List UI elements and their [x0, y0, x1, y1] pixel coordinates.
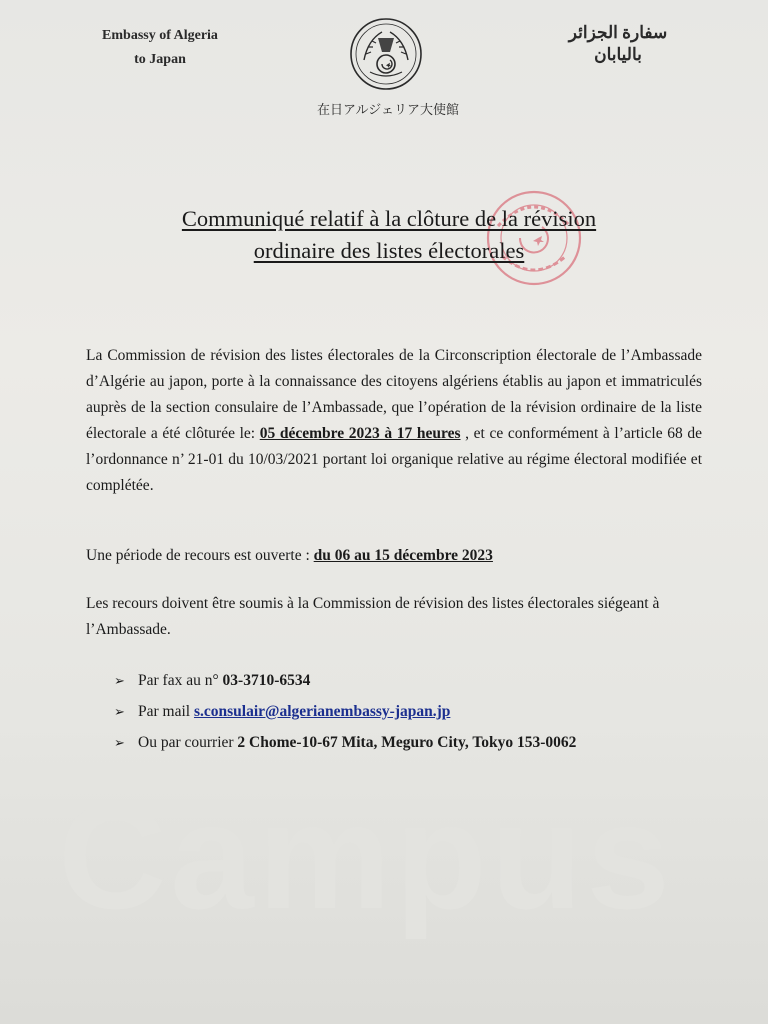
announcement-text: La Commission de révision des listes électorales de la Circonscription électorale de l’Ambassade d’Algérie au japon, porte à la connaissance des citoyens algériens établis au japon et immatriculés auprès de la section consulaire de l’Ambassade, que l’opération de la révision ordinaire de la liste électorale a été clôturée le: [86, 347, 702, 442]
announcement-text-rest: , et ce conformément à l’article 68 de l’ordonnance n’ 21-01 du 10/03/2021 portant loi organique relative au régime électoral modifiée et complétée. [86, 425, 702, 494]
watermark: Campus [58, 772, 674, 940]
header-ar-line2: باليابان [594, 45, 642, 64]
algeria-emblem-icon [348, 16, 424, 92]
fax-label: Par fax au n° [138, 672, 223, 689]
appeal-period-dates: du 06 au 15 décembre 2023 [313, 547, 493, 564]
post-label: Ou par courrier [138, 734, 238, 751]
contact-fax-item [114, 666, 734, 697]
contact-mail-item [114, 697, 734, 728]
fax-number: 03-3710-6534 [222, 672, 311, 689]
title-line1: Communiqué relatif à la clôture de la révision [181, 206, 597, 231]
contact-post-item [114, 728, 734, 759]
email-link[interactable]: s.consulair@algerianembassy-japan.jp [193, 703, 451, 720]
header-embassy-name-en [80, 24, 240, 72]
arrow-bullet-icon: ➢ [114, 674, 125, 689]
header-en-line2: to Japan [134, 52, 186, 67]
document-title [100, 203, 678, 267]
header-en-line1: Embassy of Algeria [102, 28, 218, 43]
header-embassy-name-jp: 在日アルジェリア大使館 [317, 103, 459, 118]
contact-list [114, 666, 734, 759]
arrow-bullet-icon: ➢ [114, 705, 125, 720]
closing-date: 05 décembre 2023 à 17 heures [259, 425, 461, 442]
paragraph-announcement [86, 343, 702, 499]
paragraph-appeal-submission: Les recours doivent être soumis à la Commission de révision des listes électorales siégeant à l’Ambassade. [86, 595, 660, 638]
header-embassy-name-ar [548, 22, 688, 66]
paragraph-appeal-period [86, 543, 702, 569]
mail-label: Par mail [138, 703, 194, 720]
header-ar-line1: سفارة الجزائر [568, 23, 668, 42]
arrow-bullet-icon: ➢ [114, 736, 125, 751]
appeal-period-text: Une période de recours est ouverte : [86, 547, 314, 564]
title-line2: ordinaire des listes électorales [253, 238, 525, 263]
postal-address: 2 Chome-10-67 Mita, Meguro City, Tokyo 153-0062 [237, 734, 577, 751]
